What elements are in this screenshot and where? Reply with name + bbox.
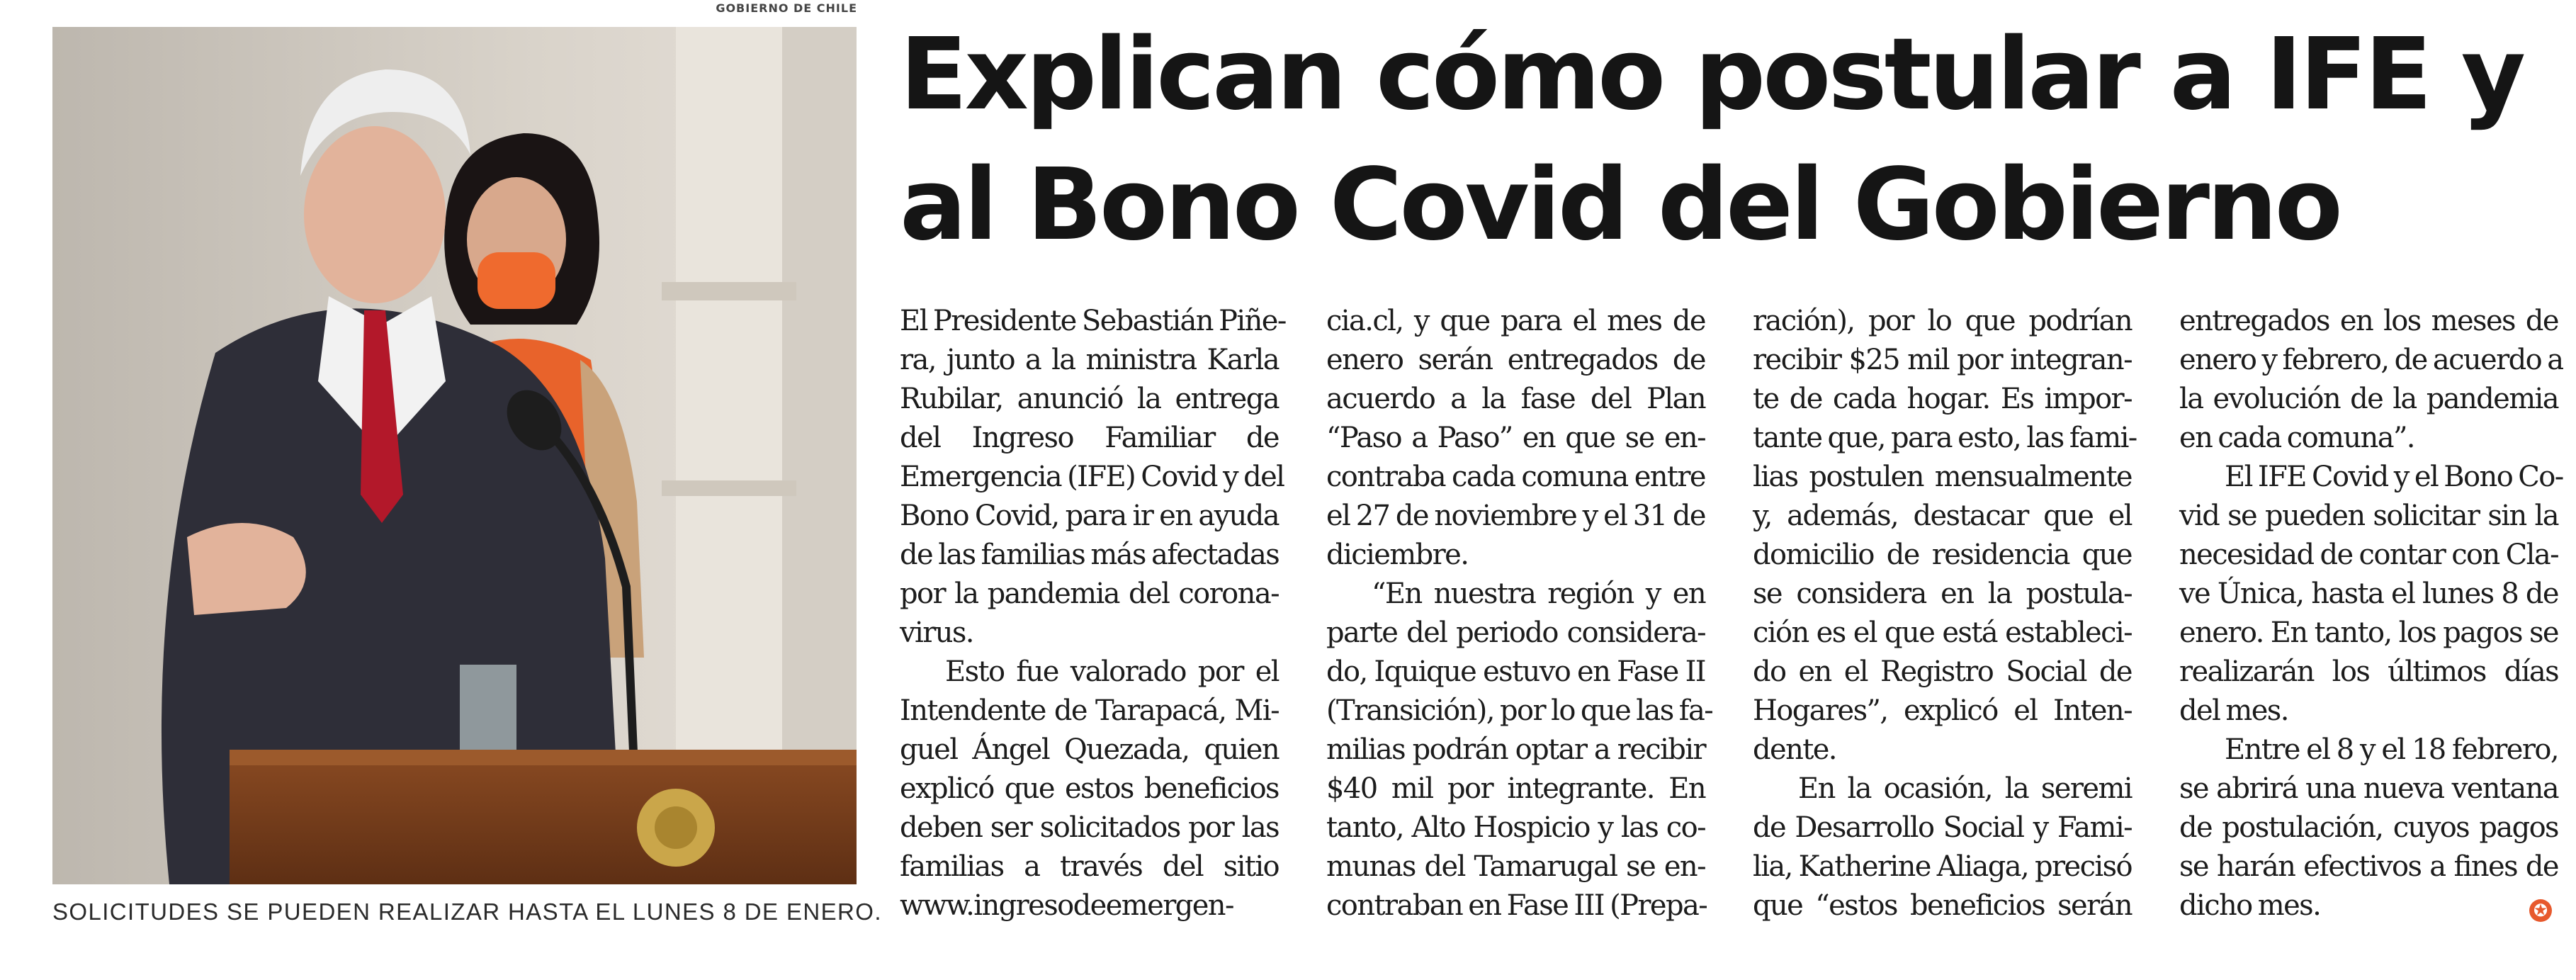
body-column-3 bbox=[1753, 302, 2137, 925]
body-line: de Desarrollo Social y Fami- bbox=[1753, 811, 2132, 844]
body-line: guel Ángel Quezada, quien bbox=[900, 733, 1279, 766]
body-line: Intendente de Tarapacá, Mi- bbox=[900, 694, 1279, 727]
body-line: diciembre. bbox=[1326, 539, 1469, 571]
body-line: te de cada hogar. Es impor- bbox=[1753, 383, 2132, 415]
body-line: (Transición), por lo que las fa- bbox=[1326, 694, 1713, 727]
body-line: El IFE Covid y el Bono Co- bbox=[2225, 461, 2563, 493]
body-line: virus. bbox=[900, 616, 973, 649]
body-column-1 bbox=[900, 302, 1286, 925]
body-line: del Ingreso Familiar de bbox=[900, 422, 1279, 454]
body-line: enero serán entregados de bbox=[1326, 344, 1705, 376]
body-line: Bono Covid, para ir en ayuda bbox=[900, 500, 1279, 532]
body-line: Hogares”, explicó el Inten- bbox=[1753, 694, 2132, 727]
body-line: tanto, Alto Hospicio y las co- bbox=[1326, 811, 1705, 844]
body-line: de las familias más afectadas bbox=[900, 539, 1279, 571]
body-line: enero. En tanto, los pagos se bbox=[2179, 616, 2558, 649]
body-line: ve Única, hasta el lunes 8 de bbox=[2179, 578, 2558, 610]
body-line: contraban en Fase III (Prepa- bbox=[1326, 889, 1707, 922]
body-line: Rubilar, anunció la entrega bbox=[900, 383, 1279, 415]
photo-illustration bbox=[52, 27, 857, 884]
body-line: en cada comuna”. bbox=[2179, 422, 2414, 454]
body-line: munas del Tamarugal se en- bbox=[1326, 850, 1705, 883]
body-line: Emergencia (IFE) Covid y del bbox=[900, 461, 1284, 493]
body-line: y, además, destacar que el bbox=[1753, 500, 2132, 532]
body-line: se harán efectivos a fines de bbox=[2179, 850, 2558, 883]
body-line: vid se pueden solicitar sin la bbox=[2179, 500, 2558, 532]
body-line: explicó que estos beneficios bbox=[900, 772, 1279, 805]
body-line: tante que, para esto, las fami- bbox=[1753, 422, 2137, 454]
body-line: se considera en la postula- bbox=[1753, 578, 2132, 610]
body-line: recibir $25 mil por integran- bbox=[1753, 344, 2132, 376]
end-of-article-icon: ✪ bbox=[2529, 899, 2552, 922]
body-line: acuerdo a la fase del Plan bbox=[1326, 383, 1705, 415]
body-line: Entre el 8 y el 18 febrero, bbox=[2225, 733, 2558, 766]
body-line: lia, Katherine Aliaga, precisó bbox=[1753, 850, 2132, 883]
body-line: “Paso a Paso” en que se en- bbox=[1326, 422, 1705, 454]
body-line: milias podrán optar a recibir bbox=[1326, 733, 1705, 766]
body-line: la evolución de la pandemia bbox=[2179, 383, 2558, 415]
photo-credit: GOBIERNO DE CHILE bbox=[716, 1, 857, 15]
body-line: do en el Registro Social de bbox=[1753, 655, 2132, 688]
body-line: por la pandemia del corona- bbox=[900, 578, 1279, 610]
photo-caption: SOLICITUDES SE PUEDEN REALIZAR HASTA EL LUNES 8 DE ENERO. bbox=[52, 899, 882, 925]
body-line: entregados en los meses de bbox=[2179, 305, 2558, 337]
body-line: dente. bbox=[1753, 733, 1836, 766]
body-line: “En nuestra región y en bbox=[1372, 578, 1705, 610]
body-line: $40 mil por integrante. En bbox=[1326, 772, 1705, 805]
body-line: contraba cada comuna entre bbox=[1326, 461, 1705, 493]
body-line: domicilio de residencia que bbox=[1753, 539, 2132, 571]
body-line: el 27 de noviembre y el 31 de bbox=[1326, 500, 1705, 532]
body-line: se abrirá una nueva ventana bbox=[2179, 772, 2558, 805]
body-line: enero y febrero, de acuerdo a bbox=[2179, 344, 2563, 376]
body-line: En la ocasión, la seremi bbox=[1798, 772, 2132, 805]
body-line: familias a través del sitio bbox=[900, 850, 1279, 883]
body-line: necesidad de contar con Cla- bbox=[2179, 539, 2558, 571]
body-column-2 bbox=[1326, 302, 1713, 925]
body-line: deben ser solicitados por las bbox=[900, 811, 1279, 844]
body-line: El Presidente Sebastián Piñe- bbox=[900, 305, 1286, 337]
article-photo bbox=[52, 27, 857, 884]
body-line: ración), por lo que podrían bbox=[1753, 305, 2132, 337]
body-line: parte del periodo considera- bbox=[1326, 616, 1705, 649]
body-line: ción es el que está estableci- bbox=[1753, 616, 2132, 649]
body-line: www.ingresodeemergen- bbox=[900, 889, 1233, 922]
body-line: lias postulen mensualmente bbox=[1753, 461, 2132, 493]
body-line: realizarán los últimos días bbox=[2179, 655, 2558, 688]
body-line: de postulación, cuyos pagos bbox=[2179, 811, 2558, 844]
body-column-4 bbox=[2179, 302, 2563, 925]
body-line: dicho mes. bbox=[2179, 889, 2321, 922]
body-line: del mes. bbox=[2179, 694, 2288, 727]
body-line: ra, junto a la ministra Karla bbox=[900, 344, 1279, 376]
body-line: Esto fue valorado por el bbox=[945, 655, 1279, 688]
body-line: que “estos beneficios serán bbox=[1753, 889, 2132, 922]
article-headline: Explican cómo postular a IFE y al Bono Covid del Gobierno bbox=[900, 17, 2524, 263]
body-line: do, Iquique estuvo en Fase II bbox=[1326, 655, 1705, 688]
body-line: cia.cl, y que para el mes de bbox=[1326, 305, 1705, 337]
